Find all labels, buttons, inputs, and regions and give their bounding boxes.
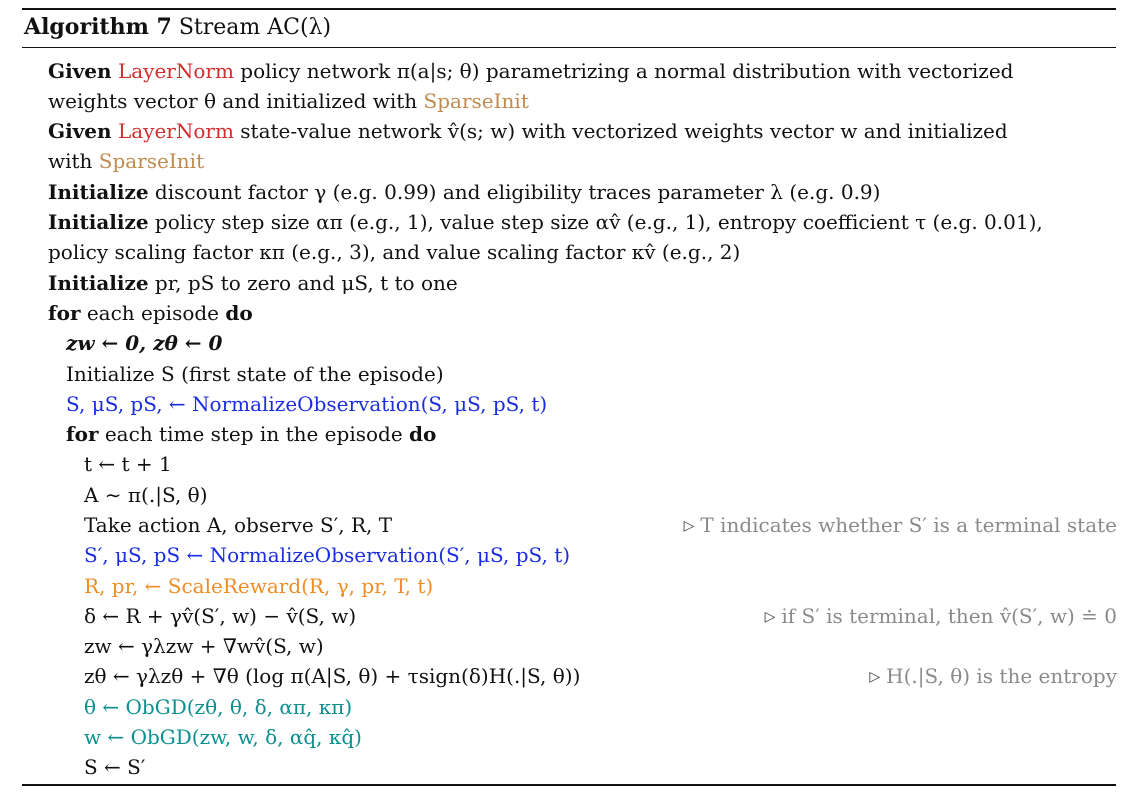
- discount-text: discount factor γ (e.g. 0.99) and eligibility traces parameter λ (e.g. 0.9): [148, 180, 881, 204]
- given-value-line-1: [48, 116, 1008, 146]
- keyword-initialize: Initialize: [48, 180, 149, 204]
- trace-reset-line: zw ← 0, zθ ← 0: [66, 331, 223, 355]
- value-trace-line: zw ← γλzw + ∇wv̂(S, w): [84, 634, 324, 658]
- value-network-text: state-value network v̂(s; w) with vectorized weights vector w and initialized: [233, 119, 1008, 143]
- time-increment-line: t ← t + 1: [84, 452, 172, 476]
- title-rule: [22, 47, 1116, 48]
- init-stats-line: [48, 268, 458, 298]
- keyword-given: Given: [48, 59, 112, 83]
- td-error-line: δ ← R + γv̂(S′, w) − v̂(S, w): [84, 604, 357, 628]
- policy-update-line: θ ← ObGD(zθ, θ, δ, απ, κπ): [84, 695, 353, 719]
- normalize-observation-line: S′, μS, pS ← NormalizeObservation(S′, μS, pS, t): [84, 543, 571, 567]
- keyword-initialize: Initialize: [48, 271, 149, 295]
- with-text: with: [48, 149, 99, 173]
- keyword-for: for: [48, 301, 81, 325]
- layernorm-label: LayerNorm: [117, 119, 234, 143]
- sparseinit-label: SparseInit: [423, 89, 529, 113]
- timestep-text: each time step in the episode: [98, 422, 410, 446]
- comment-triangle-icon: ▷: [683, 518, 695, 534]
- stepsize-text: policy step size απ (e.g., 1), value step size αv̂ (e.g., 1), entropy coefficient τ (e.g. 0.01),: [148, 210, 1043, 234]
- top-rule: [22, 8, 1116, 10]
- algorithm-name: Stream AC(λ): [178, 15, 332, 40]
- sparseinit-label: SparseInit: [98, 149, 205, 173]
- episode-text: each episode: [80, 301, 226, 325]
- scale-reward-line: R, pr, ← ScaleReward(R, γ, pr, T, t): [84, 574, 434, 598]
- entropy-comment: [869, 661, 1117, 694]
- terminal-comment: [684, 510, 1117, 543]
- scaling-text: policy scaling factor κπ (e.g., 3), and value scaling factor κv̂ (e.g., 2): [48, 240, 741, 264]
- keyword-do: do: [225, 301, 253, 325]
- keyword-initialize: Initialize: [48, 210, 149, 234]
- given-policy-line-2: [48, 86, 529, 116]
- entropy-comment-text: H(.|S, θ) is the entropy: [886, 664, 1117, 688]
- for-timestep-line: [66, 419, 436, 449]
- keyword-given: Given: [48, 119, 112, 143]
- td-error-comment: [765, 601, 1117, 634]
- given-policy-line-1: [48, 56, 1013, 86]
- init-discount-line: [48, 177, 880, 207]
- bottom-rule: [22, 784, 1116, 786]
- keyword-for: for: [66, 422, 99, 446]
- sample-action-line: A ∼ π(.|S, θ): [84, 483, 208, 507]
- init-stepsize-line: [48, 207, 1043, 237]
- take-action-line: Take action A, observe S′, R, T: [84, 513, 393, 537]
- algorithm-label: Algorithm 7: [24, 14, 172, 40]
- comment-triangle-icon: ▷: [764, 609, 776, 625]
- policy-trace-line: zθ ← γλzθ + ∇θ (log π(A|S, θ) + τsign(δ)H(.|S, θ)): [84, 664, 581, 688]
- algorithm-title: [24, 12, 331, 43]
- stats-text: pr, pS to zero and μS, t to one: [148, 271, 458, 295]
- policy-network-text: policy network π(a|s; θ) parametrizing a normal distribution with vectorized: [233, 59, 1014, 83]
- value-update-line: w ← ObGD(zw, w, δ, αq̂, κq̂): [84, 725, 362, 749]
- initialize-state-line: Initialize S (first state of the episode): [66, 362, 444, 386]
- given-value-line-2: [48, 146, 204, 176]
- keyword-do: do: [409, 422, 437, 446]
- state-advance-line: S ← S′: [84, 755, 146, 779]
- weights-text: weights vector θ and initialized with: [48, 89, 424, 113]
- scaling-factor-line: [48, 237, 740, 267]
- terminal-comment-text: T indicates whether S′ is a terminal state: [700, 513, 1117, 537]
- normalize-observation-initial-line: S, μS, pS, ← NormalizeObservation(S, μS, pS, t): [66, 392, 548, 416]
- td-error-comment-text: if S′ is terminal, then v̂(S′, w) ≐ 0: [781, 604, 1117, 628]
- for-episode-line: [48, 298, 253, 328]
- comment-triangle-icon: ▷: [869, 669, 881, 685]
- layernorm-label: LayerNorm: [117, 59, 234, 83]
